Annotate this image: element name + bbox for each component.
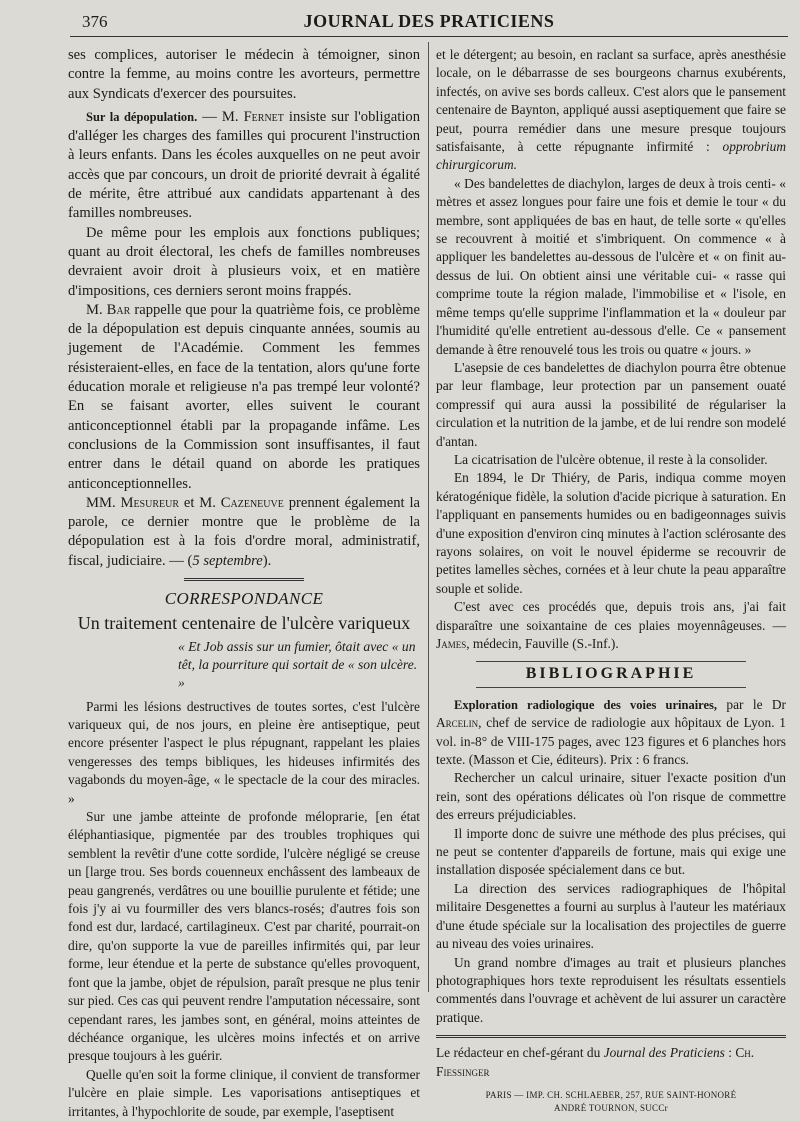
latin-phrase: opprobrium chirurgicorum. xyxy=(436,139,786,173)
editor-line xyxy=(436,1044,786,1081)
paragraph: La cicatrisation de l'ulcère obtenue, il reste à la consolider. xyxy=(454,451,768,467)
paragraph: Rechercher un calcul urinaire, situer l'exacte position d'un rein, sont des opérations délicates où l'on risque de commettre des erreurs préjudiciables. xyxy=(436,770,786,823)
text: C'est avec ces procédés que, depuis trois ans, j'ai fait disparaître une soixantaine de ces plaies moyennâgeuses. — xyxy=(436,599,786,633)
run-in-heading: Sur la dépopulation. xyxy=(86,109,198,124)
text: et le détergent; au besoin, en raclant sa surface, après anesthésie locale, on le débarrasse de ses bourgeons charnus exubérents, infectés, on avive ses bords calleux. C'est alors que le pansement centenaire de Baynton, appliqué aussi aseptiquement que faire se peut, pourra remédier dans une mesure presque toujours satisfaisante, à cette répugnante infirmité : xyxy=(436,47,786,155)
paragraph: ses complices, autoriser le médecin à témoigner, sinon contre la femme, au moins contre les avorteurs, permettre aux Syndicats d'exercer des poursuites. xyxy=(68,47,420,102)
printer-line: PARIS — IMP. CH. SCHLAEBER, 257, RUE SAINT-HONORÉ xyxy=(485,1089,737,1100)
paragraph: Un grand nombre d'images au trait et plusieurs planches photographiques hors texte reproduisent les résultats essentiels commentés dans l'ouvrage et achèvent de lui assurer un caractère pratique. xyxy=(436,954,786,1025)
paragraph: En 1894, le Dr Thiéry, de Paris, indiqua comme moyen kératogénique fidèle, la solution d'acide picrique à saturation. En l'appliquant en pansements humides ou en badigeonnages suivis d'une exposition d'environ cinq minutes à l'action sclérosante des rayons solaires, on voit le nouvel épiderme se recouvrir de petites lamelles sèches, cornées et à leur chute la peau apparaître souple et solide. xyxy=(436,470,786,596)
text: et M. xyxy=(179,494,221,511)
text: rappelle que pour la quatrième fois, ce problème de la dépopulation est depuis cinquante années, soumis au jugement de l'Académie. Comment les femmes résisteraient-elles, en face de la tentation, alors qu'une forte éducation morale et religieuse n'a pas trempé leur volonté? En se faisant avorter, elles suivent le courant anticonceptionnel établi par la propagande infâme. Les conclusions de la Commission sont insuffisantes, il faut entrer dans le détail quand on aborde les pratiques anticonceptionnelles. xyxy=(68,301,420,492)
text: ). xyxy=(262,552,272,569)
epigraph: « Et Job assis sur un fumier, ôtait avec « un têt, la pourriture qui sortait de « son ulcère. » xyxy=(178,638,418,690)
paragraph: Parmi les lésions destructives de toutes sortes, c'est l'ulcère variqueux qui, de nos jours, en pleine ère antiseptique, peut encore présenter l'aspect le plus répugnant, rappelant les plaies vengeresses des temps bibliques, les hideuses infirmités des vagabonds du moyen-âge, « le spectacle de la cour des miracles. » xyxy=(68,698,420,806)
dash: — M. xyxy=(197,108,244,125)
printer-imprint xyxy=(436,1089,786,1115)
text: insiste sur l'obligation d'alléger les charges des familles qui procurent l'instruction à leurs enfants. Dans les écoles auxquelles on ne peut avoir accès que par concours, un droit de priorité devrait à égalité de mérite, être attribué aux candidats appartenant à des familles nombreuses. xyxy=(68,108,420,222)
header-rule xyxy=(70,36,788,37)
separator xyxy=(184,578,304,581)
book-title: Exploration radiologique des voies urinaires, xyxy=(454,697,718,712)
left-column xyxy=(68,46,420,1121)
person-name: Fernet xyxy=(243,108,284,125)
paragraph xyxy=(68,301,420,494)
paragraph-depopulation xyxy=(68,108,420,224)
paragraph: Il importe donc de suivre une méthode des plus précises, qui ne peut se contenter d'appareils de fortune, mais qui exige une installation disposée spécialement dans ce but. xyxy=(436,825,786,878)
paragraph xyxy=(436,46,786,175)
person-name: Mesureur xyxy=(120,494,180,511)
text: M. xyxy=(86,301,107,318)
book-entry xyxy=(436,696,786,770)
journal-title: JOURNAL DES PRATICIENS xyxy=(303,11,555,31)
person-name: Bar xyxy=(106,301,131,318)
date: 5 septembre xyxy=(192,552,263,569)
text: par le Dr xyxy=(717,696,786,712)
text: MM. xyxy=(86,494,121,511)
paragraph: Quelle qu'en soit la forme clinique, il convient de transformer l'ulcère en plaie simple. Les vaporisations antiseptiques et irritantes, à l'hypochlorite de soude, par exemple, l'aseptisent xyxy=(68,1066,420,1119)
paragraph: L'asepsie de ces bandelettes de diachylon pourra être obtenue par leur flambage, leur protection par un pansement ouaté compressif qui aura aussi la possibilité de régulariser la circulation et la nutrition de la jambe, et de lui rendre son modelé d'antan. xyxy=(436,359,786,449)
text: : xyxy=(724,1045,736,1061)
quotation: « Des bandelettes de diachylon, larges de deux à trois centi- « mètres et assez longues pour faire une fois et demie le tour « du membre, sont appliquées de bas en haut, de telle sorte « qu'elles se recouvrent à moitié et s'imbriquent. On commence « à appliquer les bandelettes au-dessous de l'ulcère et « on finit au-dessus de lui. On obtient ainsi une véritable cui- « rasse qui comprime toute la région malade, l'immobilise et « l'isole, en même temps qu'elle supprime l'inflammation et la « douleur par l'humidité qu'elle entretient au-dessous d'elle. Ce « pansement demande à être renouvelé tous les trois ou quatre « jours. » xyxy=(436,175,786,357)
paragraph: De même pour les emplois aux fonctions publiques; quant au droit électoral, les chefs de familles nombreuses devraient avoir droit à plusieurs voix, et en matière d'impositions, ces derniers seront moins frappés. xyxy=(68,224,420,299)
text: , médecin, Fauville (S.-Inf.). xyxy=(466,636,619,651)
bibliography-heading: BIBLIOGRAPHIE xyxy=(476,661,746,687)
page-header xyxy=(70,8,788,36)
author-name: Arcelin xyxy=(436,715,479,731)
editor-name: Ch. Fiessinger xyxy=(436,1045,755,1079)
paragraph xyxy=(436,598,786,653)
journal-name: Journal des Praticiens xyxy=(603,1045,725,1061)
person-name: Cazeneuve xyxy=(220,494,284,511)
paragraph: Sur une jambe atteinte de profonde méloprагie, [en état éléphantiasique, pigmentée par des troubles trophiques qui semblent la revêtir d'une cotte sordide, l'ulcère négligé se creuse un [large trou. Ses bords couenneux enchâssent des lambeaux de peau gangrenés, verdâtres ou une bouillie purulente et fétide; une fois j'y ai vu fourmiller des vers blancs-rosés; d'autres fois son fond est dur, lardacé, cartilagineux. C'est par charité, pourrait-on dire, qu'on supporte la vue de pareilles infirmités qui, par leur forme, leur étendue et la perte de substance qu'elles provoquent, font que la jambe, objet de répulsion, paraît presque ne plus tenir sur pied. Ces cas qui peuvent rendre l'amputation nécessaire, sont cependant rares, les jambes sont, en général, moins atteintes de déchéance organique, les ulcères moins infectés et on arrive presque toujours à les guérir. xyxy=(68,809,420,1064)
paragraph xyxy=(68,494,420,571)
section-title: CORRESPONDANCE xyxy=(164,589,324,609)
text: , chef de service de radiologie aux hôpitaux de Lyon. 1 vol. in-8° de VIII-175 pages, avec 123 figures et 6 planches hors texte. (Masson et Cie, éditeurs). Prix : 6 francs. xyxy=(436,715,786,768)
article-title: Un traitement centenaire de l'ulcère variqueux xyxy=(77,613,411,634)
printer-line: ANDRÉ TOURNON, SUCCr xyxy=(554,1102,668,1113)
paragraph: La direction des services radiographiques de l'hôpital militaire Desgenettes a fourni au surplus à l'auteur les matériaux d'une étude spéciale sur la localisation des projectiles de guerre au niveau des voies urinaires. xyxy=(436,880,786,952)
person-name: James xyxy=(436,636,467,651)
footer-rule xyxy=(436,1035,786,1038)
text: Le rédacteur en chef-gérant du xyxy=(436,1045,604,1061)
text: prennent également la parole, ce dernier montre que le problème de la dépopulation est à la fois d'ordre moral, administratif, fiscal, judiciaire. — ( xyxy=(68,494,420,569)
page-number: 376 xyxy=(82,12,108,31)
right-column xyxy=(436,46,786,1115)
column-divider xyxy=(428,42,429,992)
